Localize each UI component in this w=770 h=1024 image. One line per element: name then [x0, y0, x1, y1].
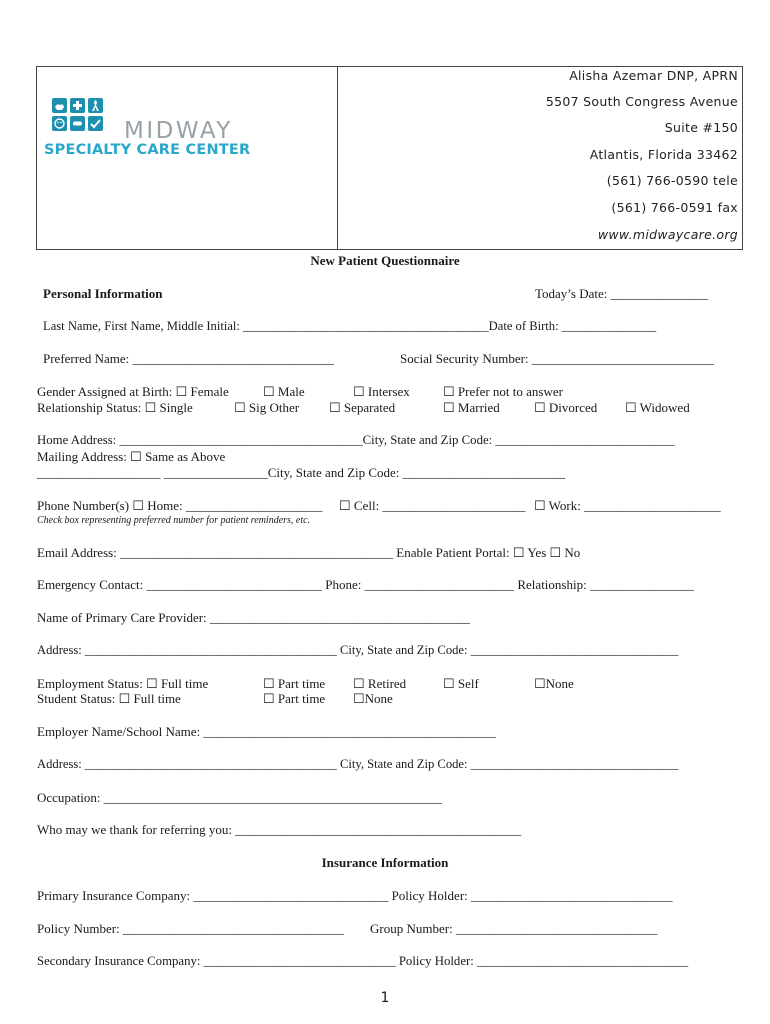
employment-self-checkbox[interactable]: ☐ Self — [443, 676, 479, 691]
primary-care-field[interactable]: Name of Primary Care Provider: ________________________________________ — [37, 610, 470, 625]
face-icon — [52, 116, 67, 131]
phone-note: Check box representing preferred number for patient reminders, etc. — [37, 515, 311, 526]
referral-field[interactable]: Who may we thank for referring you: ____________________________________________ — [37, 822, 522, 837]
employment-none-checkbox[interactable]: ☐None — [534, 676, 574, 691]
phone-work-field[interactable]: ☐ Work: _____________________ — [534, 498, 721, 513]
gender-prefer-not-checkbox[interactable]: ☐ Prefer not to answer — [443, 384, 563, 399]
gender-intersex-checkbox[interactable]: ☐ Intersex — [353, 384, 410, 399]
student-none-checkbox[interactable]: ☐None — [353, 691, 393, 706]
check-icon — [88, 116, 103, 131]
secondary-insurance-field[interactable]: Secondary Insurance Company: ______________________________ Policy Holder: _________________________________ — [37, 954, 689, 968]
student-full-time-checkbox[interactable]: Student Status: ☐ Full time — [37, 691, 181, 706]
insurance-heading: Insurance Information — [321, 855, 449, 870]
fax-number: (561) 766-0591 fax — [611, 200, 738, 215]
gender-male-checkbox[interactable]: ☐ Male — [263, 384, 305, 399]
phone-number: (561) 766-0590 tele — [606, 173, 738, 188]
medical-cross-icon — [70, 98, 85, 113]
home-address-field[interactable]: Home Address: ______________________________________City, State and Zip Code: ____________________________ — [37, 433, 675, 447]
page-number: 1 — [380, 990, 390, 1006]
relationship-single-checkbox[interactable]: Relationship Status: ☐ Single — [37, 400, 193, 415]
form-title: New Patient Questionnaire — [310, 253, 460, 268]
employment-full-time-checkbox[interactable]: Employment Status: ☐ Full time — [37, 676, 209, 691]
logo-wordmark: MIDWAY — [124, 118, 233, 144]
relationship-married-checkbox[interactable]: ☐ Married — [443, 400, 500, 415]
todays-date-field[interactable]: Today’s Date: _______________ — [535, 286, 709, 301]
phone-cell-field[interactable]: ☐ Cell: ______________________ — [339, 498, 526, 513]
relationship-divorced-checkbox[interactable]: ☐ Divorced — [534, 400, 598, 415]
emergency-contact-field[interactable]: Emergency Contact: ___________________________ Phone: _______________________ Relationship: ________________ — [37, 577, 694, 592]
employment-retired-checkbox[interactable]: ☐ Retired — [353, 676, 407, 691]
gender-female-checkbox[interactable]: Gender Assigned at Birth: ☐ Female — [37, 384, 229, 399]
provider-name: Alisha Azemar DNP, APRN — [569, 68, 738, 83]
group-number-field[interactable]: Group Number: _______________________________ — [370, 921, 658, 936]
mailing-same-checkbox[interactable]: Mailing Address: ☐ Same as Above — [37, 449, 226, 464]
ssn-field[interactable]: Social Security Number: ____________________________ — [400, 351, 714, 366]
personal-info-heading: Personal Information — [43, 286, 163, 301]
phone-home-field[interactable]: Phone Number(s) ☐ Home: _____________________ — [37, 498, 323, 513]
letterhead-divider — [337, 66, 338, 250]
student-part-time-checkbox[interactable]: ☐ Part time — [263, 691, 326, 706]
employer-field[interactable]: Employer Name/School Name: _____________________________________________ — [37, 724, 496, 739]
street-address: 5507 South Congress Avenue — [545, 94, 738, 109]
city-state-zip: Atlantis, Florida 33462 — [589, 147, 738, 162]
occupation-field[interactable]: Occupation: ____________________________________________________ — [37, 790, 442, 805]
employment-part-time-checkbox[interactable]: ☐ Part time — [263, 676, 326, 691]
midway-logo — [44, 96, 254, 162]
policy-number-field[interactable]: Policy Number: __________________________________ — [37, 921, 344, 936]
pill-icon — [70, 116, 85, 131]
relationship-separated-checkbox[interactable]: ☐ Separated — [329, 400, 396, 415]
suite: Suite #150 — [664, 120, 738, 135]
relationship-sig-other-checkbox[interactable]: ☐ Sig Other — [234, 400, 300, 415]
preferred-name-field[interactable]: Preferred Name: _______________________________ — [43, 351, 335, 366]
website-link[interactable]: www.midwaycare.org — [597, 227, 738, 242]
ribbon-icon — [88, 98, 103, 113]
pcp-address-field[interactable]: Address: ________________________________________ City, State and Zip Code: _________________________________ — [37, 643, 679, 657]
mailing-address-field[interactable]: ___________________ ________________City, State and Zip Code: _________________________ — [37, 465, 566, 480]
hands-icon — [52, 98, 67, 113]
name-dob-field[interactable]: Last Name, First Name, Middle Initial: _______________________________________Date of Birth: _______________ — [43, 319, 657, 333]
logo-subtitle: SPECIALTY CARE CENTER — [44, 142, 251, 158]
primary-insurance-field[interactable]: Primary Insurance Company: ______________________________ Policy Holder: _______________________________ — [37, 888, 673, 903]
employer-address-field[interactable]: Address: ________________________________________ City, State and Zip Code: _________________________________ — [37, 757, 679, 771]
email-portal-field[interactable]: Email Address: __________________________________________ Enable Patient Portal: ☐ Yes ☐ No — [37, 545, 581, 560]
relationship-widowed-checkbox[interactable]: ☐ Widowed — [625, 400, 690, 415]
